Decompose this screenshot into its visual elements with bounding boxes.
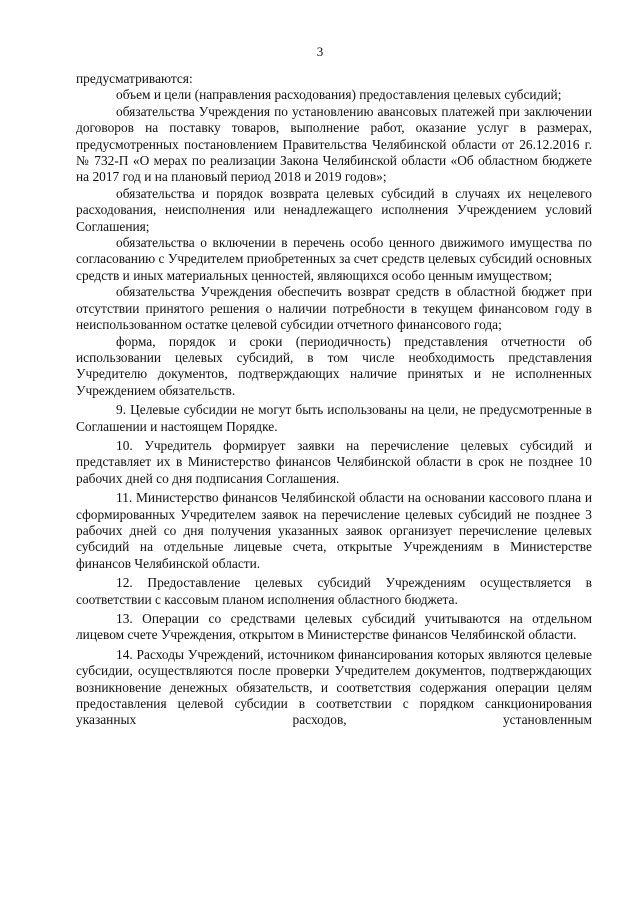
paragraph-return-obligations: обязательства и порядок возврата целевых субсидий в случаях их нецелевого расходования, неисполнения или ненадлежащего исполнения Учреждением условий Соглашения; [76,185,592,234]
paragraph-intro: предусматриваются: [76,71,193,86]
page-number: 3 [316,44,324,59]
paragraph-item-13: 13. Операции со средствами целевых субсидий учитываются на отдельном лицевом счете Учреждения, открытом в Министерстве финансов Челябинской области. [76,611,592,643]
paragraph-subsidy-purpose: объем и цели (направления расходования) предоставления целевых субсидий; [116,87,562,103]
paragraph-valuable-property: обязательства о включении в перечень особо ценного движимого имущества по согласованию с Учредителем приобретенных за счет средств целевых субсидий основных средств и иных материальных ценностей, являющихся особо ценным имуществом; [76,235,592,283]
document-body [76,71,592,729]
paragraph-item-12: 12. Предоставление целевых субсидий Учреждениям осуществляется в соответствии с кассовым планом исполнения областного бюджета. [76,575,592,607]
paragraph-item-10: 10. Учредитель формирует заявки на перечисление целевых субсидий и представляет их в Министерство финансов Челябинской области в срок не позднее 10 рабочих дней со дня подписания Соглашения. [76,437,592,486]
paragraph-item-14: 14. Расходы Учреждений, источником финансирования которых являются целевые субсидии, осуществляются после проверки Учредителем документов, подтверждающих возникновение денежных обязательств, и соответствия содержания операции целям предоставления целевой субсидии в соответствии с порядком санкционирования указанных расходов, установленным [76,646,592,728]
paragraph-advance-payments: обязательства Учреждения по установлению авансовых платежей при заключении договоров на поставку товаров, выполнение работ, оказание услуг в размерах, предусмотренных постановлением Правительства Челябинской области от 26.12.2016 г. № 732-П «О мерах по реализации Закона Челябинской области «Об областном бюджете на 2017 год и на плановый период 2018 и 2019 годов»; [76,103,592,185]
paragraph-reporting: форма, порядок и сроки (периодичность) представления отчетности об использовании целевых субсидий, в том числе необходимость представления Учредителю документов, подтверждающих наличие принятых и не исполненных Учреждением обязательств. [76,333,592,398]
paragraph-budget-return: обязательства Учреждения обеспечить возврат средств в областной бюджет при отсутствии принятого решения о наличии потребности в текущем финансовом году в неиспользованном остатке целевой субсидии отчетного финансового года; [76,284,592,333]
paragraph-item-11: 11. Министерство финансов Челябинской области на основании кассового плана и сформированных Учредителем заявок на перечисление целевых субсидий не позднее 3 рабочих дней со дня получения указанных заявок организует перечисление целевых субсидий на отдельные лицевые счета, открытые Учреждениям в Министерстве финансов Челябинской области. [76,490,592,571]
paragraph-item-9: 9. Целевые субсидии не могут быть использованы на цели, не предусмотренные в Соглашении и настоящем Порядке. [76,402,592,434]
